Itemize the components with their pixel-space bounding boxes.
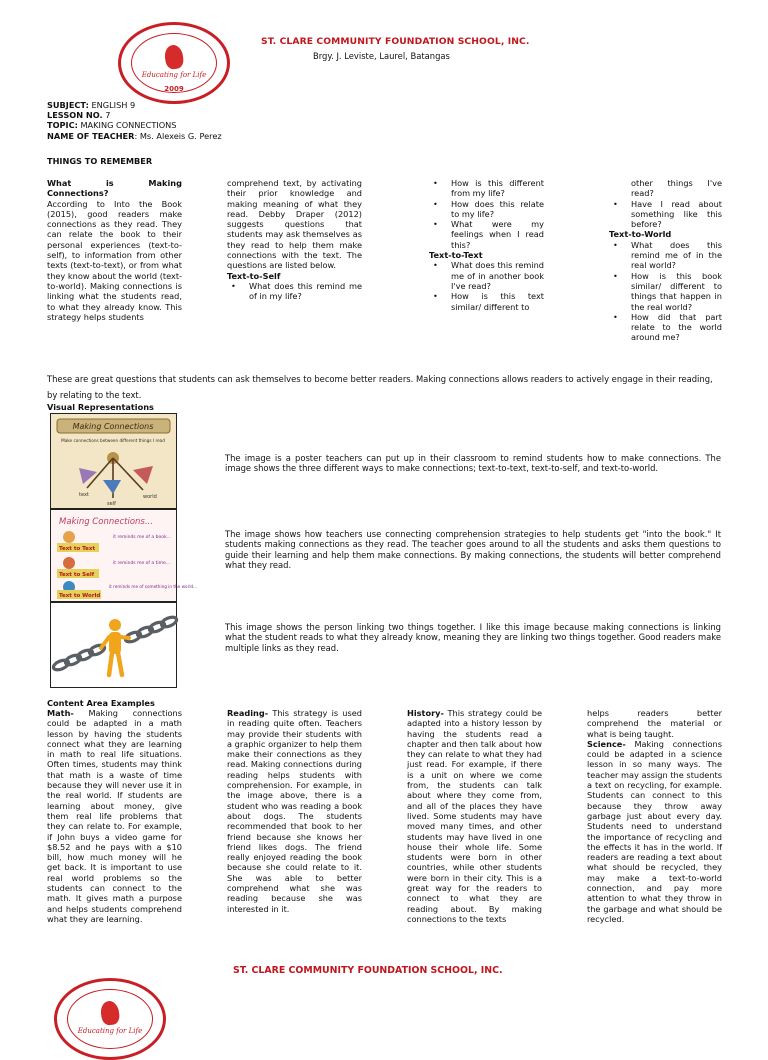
footer-school-seal-logo xyxy=(54,978,166,1060)
text-to-world-heading: Text-to-World xyxy=(609,229,672,240)
text-to-text-heading: Text-to-Text xyxy=(429,250,483,261)
poster-1-label-world: world xyxy=(143,494,157,500)
poster-2-note-3: it reminds me of something in the world... xyxy=(109,584,198,589)
visual-2-description: The image shows how teachers use connecting comprehension strategies to help students get "into the book." It students making connections as they read. The teacher goes around to all the students and asks them questions to guide their learning and help them make connections. By making connections, the students will better comprehend what they read. xyxy=(225,529,721,571)
history-cont: helps readers better comprehend the material or what is being taught. xyxy=(587,708,722,739)
column-1-body: According to Into the Book (2015), good readers make connections as they read. They can relate the book to their personal experiences (text-to-self), to information from other texts (text-to-text), or from what they know about the world (text-to-world). Making connections is linking what the students read, to what they already know. This strategy helps students xyxy=(47,198,182,322)
science-body: Making connections could be adapted in a science lesson in so many ways. The teacher may assign the students a text on recycling, for example. Students can connect to this because they throw away garbage just about every day. Students need to understand the importance of recycling and the effects it has in the world. If readers are reading a text about what should be recycled, they may make a text-to-world connection, and pay more attention to what they throw in the garbage and what should be recycled. xyxy=(587,738,722,924)
math-heading: Math- xyxy=(47,708,74,718)
poster-image-3 xyxy=(50,602,177,688)
column-1 xyxy=(47,178,182,322)
column-3 xyxy=(429,178,544,312)
list-item: • How is this different from my life? xyxy=(429,178,544,199)
list-item: • How is this text similar/ different to xyxy=(429,291,544,312)
poster-2-label-1: Text to Text xyxy=(59,546,96,552)
poster-2-illustration xyxy=(51,510,198,601)
lesson-meta xyxy=(47,100,222,141)
poster-1-caption: Make connections between different things I read xyxy=(61,438,165,443)
lesson-line: LESSON NO. 7 xyxy=(47,110,111,121)
list-item: • How did that part relate to the world around me? xyxy=(609,312,722,343)
school-seal-logo xyxy=(118,22,230,104)
poster-2-label-2: Text to Self xyxy=(59,572,95,578)
text-to-world-list xyxy=(609,240,722,343)
math-column xyxy=(47,708,182,924)
list-item: • What does this remind me of in the real world? xyxy=(609,240,722,271)
text-to-text-list xyxy=(429,260,544,311)
seal-motto: Educating for Life xyxy=(141,71,207,79)
summary-paragraph: These are great questions that students can ask themselves to become better readers. Making connections allows readers to actively engage in their reading, by relating to the text. xyxy=(47,374,713,400)
column-4-cont: other things I've read? xyxy=(631,178,722,199)
poster-1-label-text: text xyxy=(79,492,89,498)
poster-2-title: Making Connections... xyxy=(59,517,153,527)
text-to-self-list-cont xyxy=(429,178,544,250)
text-to-text-list-cont xyxy=(609,199,722,230)
list-item: • Have I read about something like this before? xyxy=(609,199,722,230)
subject-line: SUBJECT: ENGLISH 9 xyxy=(47,100,136,110)
history-body: This strategy could be adapted into a history lesson by having the students read a chapter and then talk about how they can relate to what they had just read. For example, if there is a unit on where we come from, the students can talk about where they come from, and all of the places they have lived. Some students may have moved many times, and other students may have lived in one house their whole life. Some students were born in other countries, while other students were born in their city. This is a great way for the readers to connect to what they are reading about. By making connections to the texts xyxy=(407,708,542,924)
poster-2-note-1: it reminds me of a book... xyxy=(113,535,171,540)
school-address: Brgy. J. Leviste, Laurel, Batangas xyxy=(313,51,450,61)
what-is-heading: What is Making Connections? xyxy=(47,178,182,199)
poster-2-note-2: it reminds me of a time... xyxy=(113,561,171,566)
poster-1-title: Making Connections xyxy=(72,422,154,431)
text-to-self-list xyxy=(227,281,362,302)
content-area-heading: Content Area Examples xyxy=(47,698,155,708)
chain-link-illustration xyxy=(51,603,176,687)
footer-school-name: ST. CLARE COMMUNITY FOUNDATION SCHOOL, INC. xyxy=(233,965,503,976)
science-heading: Science- xyxy=(587,738,626,749)
teacher-line: NAME OF TEACHER: Ms. Alexeis G. Perez xyxy=(47,130,222,141)
history-heading: History- xyxy=(407,708,444,718)
list-item: • What does this remind me of in my life? xyxy=(227,281,362,302)
text-to-self-heading: Text-to-Self xyxy=(227,270,281,281)
topic-line: TOPIC: MAKING CONNECTIONS xyxy=(47,120,177,131)
column-2 xyxy=(227,178,362,302)
list-item: • What were my feelings when I read this? xyxy=(429,219,544,250)
science-column xyxy=(587,708,722,924)
poster-image-2 xyxy=(50,509,198,602)
school-name: ST. CLARE COMMUNITY FOUNDATION SCHOOL, INC. xyxy=(261,36,530,47)
list-item: • What does this remind me of in another book I've read? xyxy=(429,260,544,291)
history-column xyxy=(407,708,542,924)
things-to-remember-heading: THINGS TO REMEMBER xyxy=(47,156,153,166)
poster-image-1 xyxy=(50,413,177,509)
visual-1-description: The image is a poster teachers can put up in their classroom to remind students how to make connections. The image shows the three different ways to make connections; text-to-text, text-to-self, and text-to-world. xyxy=(225,453,721,474)
visual-representations-heading: Visual Representations xyxy=(47,402,154,412)
column-2-body: comprehend text, by activating their prior knowledge and making meaning of what they read. Debby Draper (2012) suggests questions that students may ask themselves as they read to help them make connections with the text. The questions are listed below. xyxy=(227,178,362,271)
poster-1-label-self: self xyxy=(107,501,116,507)
visual-3-description: This image shows the person linking two things together. I like this image because making connections is linking what the student reads to what they already know, meaning they are linking two things together. Good readers make multiple links as they read. xyxy=(225,622,721,653)
math-body: Making connections could be adapted in a math lesson by having the students connect what they are learning in math to real life situations. Often times, students may think that math is a waste of time because they will never use it in the real world. If students are learning about money, give them real life problems that they can relate to. For example, if John buys a video game for $8.52 and he pays with a $10 bill, how much money will he get back. It is important to use real world problems so the students can connect to the math. It gives math a purpose and helps students comprehend what they are learning. xyxy=(47,708,182,924)
reading-body: This strategy is used in reading quite often. Teachers may provide their students with a graphic organizer to help them make their connections as they read. Making connections during reading helps students with comprehension. For example, in the image above, there is a student who was reading a book about dogs. The students recommended that book to her friend because she knows her friend likes dogs. The friend really enjoyed reading the book because she could relate to it. She was able to better comprehend what she was reading because she was interested in it. xyxy=(227,708,362,914)
list-item: • How does this relate to my life? xyxy=(429,199,544,220)
poster-1-illustration xyxy=(51,414,176,508)
column-4 xyxy=(609,178,722,343)
poster-2-label-3: Text to World xyxy=(59,593,101,599)
seal-year: 2009 xyxy=(164,85,184,94)
reading-heading: Reading- xyxy=(227,708,269,718)
list-item: • How is this book similar/ different to things that happen in the real world? xyxy=(609,271,722,312)
reading-column xyxy=(227,708,362,914)
seal-motto: Educating for Life xyxy=(77,1027,143,1035)
